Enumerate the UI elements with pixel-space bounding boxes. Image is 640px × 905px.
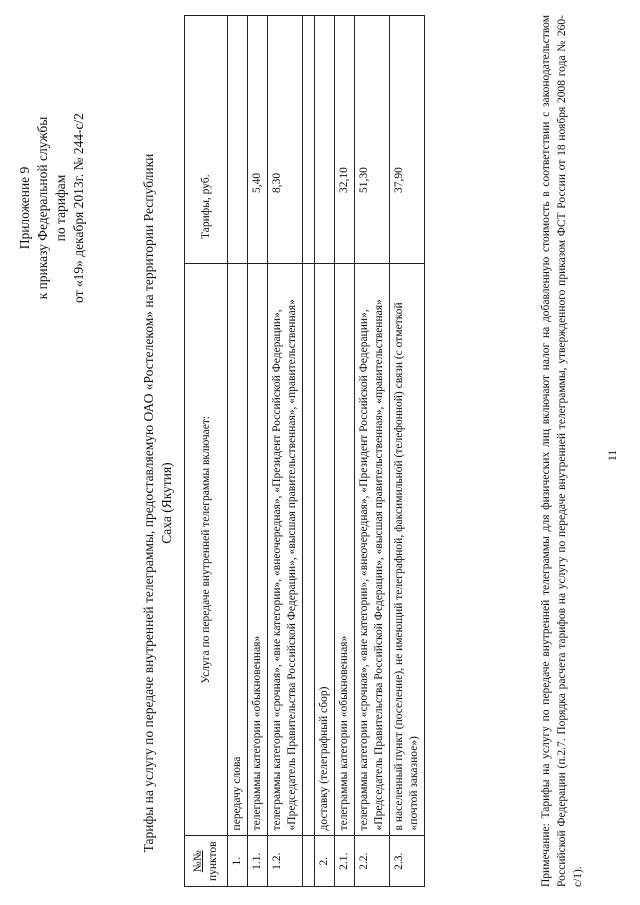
table-spacer-row [303,16,315,887]
table-row [315,16,335,887]
row-number: 1.2. [268,836,303,887]
row-service: в населенный пункт (поселение), не имеющий телеграфной, факсимильной (телефонной) связи (с отметкой «почтой заказное») [390,264,425,836]
row-price: 5,40 [248,16,268,264]
appendix-line-1: Приложение 9 [17,166,32,250]
row-number: 2.1. [335,836,355,887]
row-price: 32,10 [335,16,355,264]
appendix-line-3: по тарифам [53,174,68,242]
row-service: телеграммы категории «обыкновенная» [248,264,268,836]
row-service: телеграммы категории «срочная», «вне категории», «внеочередная», «Президент Российской Федерации», «Председатель Правительства Российской Федерации», «высшая правительственная», «правительственная» [355,264,390,836]
title-line-2: Саха (Якутия) [159,462,174,544]
title-line-1: Тарифы на услугу по передаче внутренней телеграммы, предоставляемую ОАО «Ростелеком» на территории Республики [141,153,156,853]
row-service: доставку (телеграфный сбор) [315,264,335,836]
table-row [248,16,268,887]
row-price: 51,30 [355,16,390,264]
header-tariff: Тарифы, руб. [185,16,228,264]
table-row [355,16,390,887]
row-number: 2.2. [355,836,390,887]
row-number: 2. [315,836,335,887]
footnote: Примечание: Тарифы на услугу по передаче внутренней телеграммы для физических лиц включают налог на добавленную стоимость в соответствии с законодательством Российской Федерации (п.2.7. Порядка расчета тарифов на услугу по передаче внутренней телеграммы, утвержденного приказом ФСТ России от 18 ноября 2008 года № 260-с/1). [540,15,584,887]
row-price: 37,90 [390,16,425,264]
row-service: телеграммы категории «обыкновенная» [335,264,355,836]
page-number: 11 [607,449,619,461]
row-price [315,16,335,264]
header-number-line-2: пунктов [207,841,219,881]
spacer-cell [303,16,315,264]
table-row [390,16,425,887]
header-number-line-1: №№ [192,850,204,873]
header-service: Услуга по передаче внутренней телеграммы включает: [185,264,228,836]
row-service: телеграммы категории «срочная», «вне категории», «внеочередная», «Президент Российской Федерации», «Председатель Правительства Российской Федерации», «высшая правительственная», «правительственная» [268,264,303,836]
row-price [228,16,248,264]
row-number: 1.1. [248,836,268,887]
table-row [228,16,248,887]
row-number: 2.3. [390,836,425,887]
appendix-line-2: к приказу Федеральной службы [35,116,50,300]
row-service: передачу слова [228,264,248,836]
row-price: 8,30 [268,16,303,264]
table-row [268,16,303,887]
appendix-line-4: от «19» декабря 2013г. № 244-с/2 [71,113,86,303]
appendix-header [16,58,88,358]
table-header-row [185,16,228,887]
tariffs-table [184,15,425,887]
spacer-cell [303,264,315,836]
document-title [140,123,176,883]
spacer-cell [303,836,315,887]
header-number [185,836,228,887]
table-row [335,16,355,887]
row-number: 1. [228,836,248,887]
